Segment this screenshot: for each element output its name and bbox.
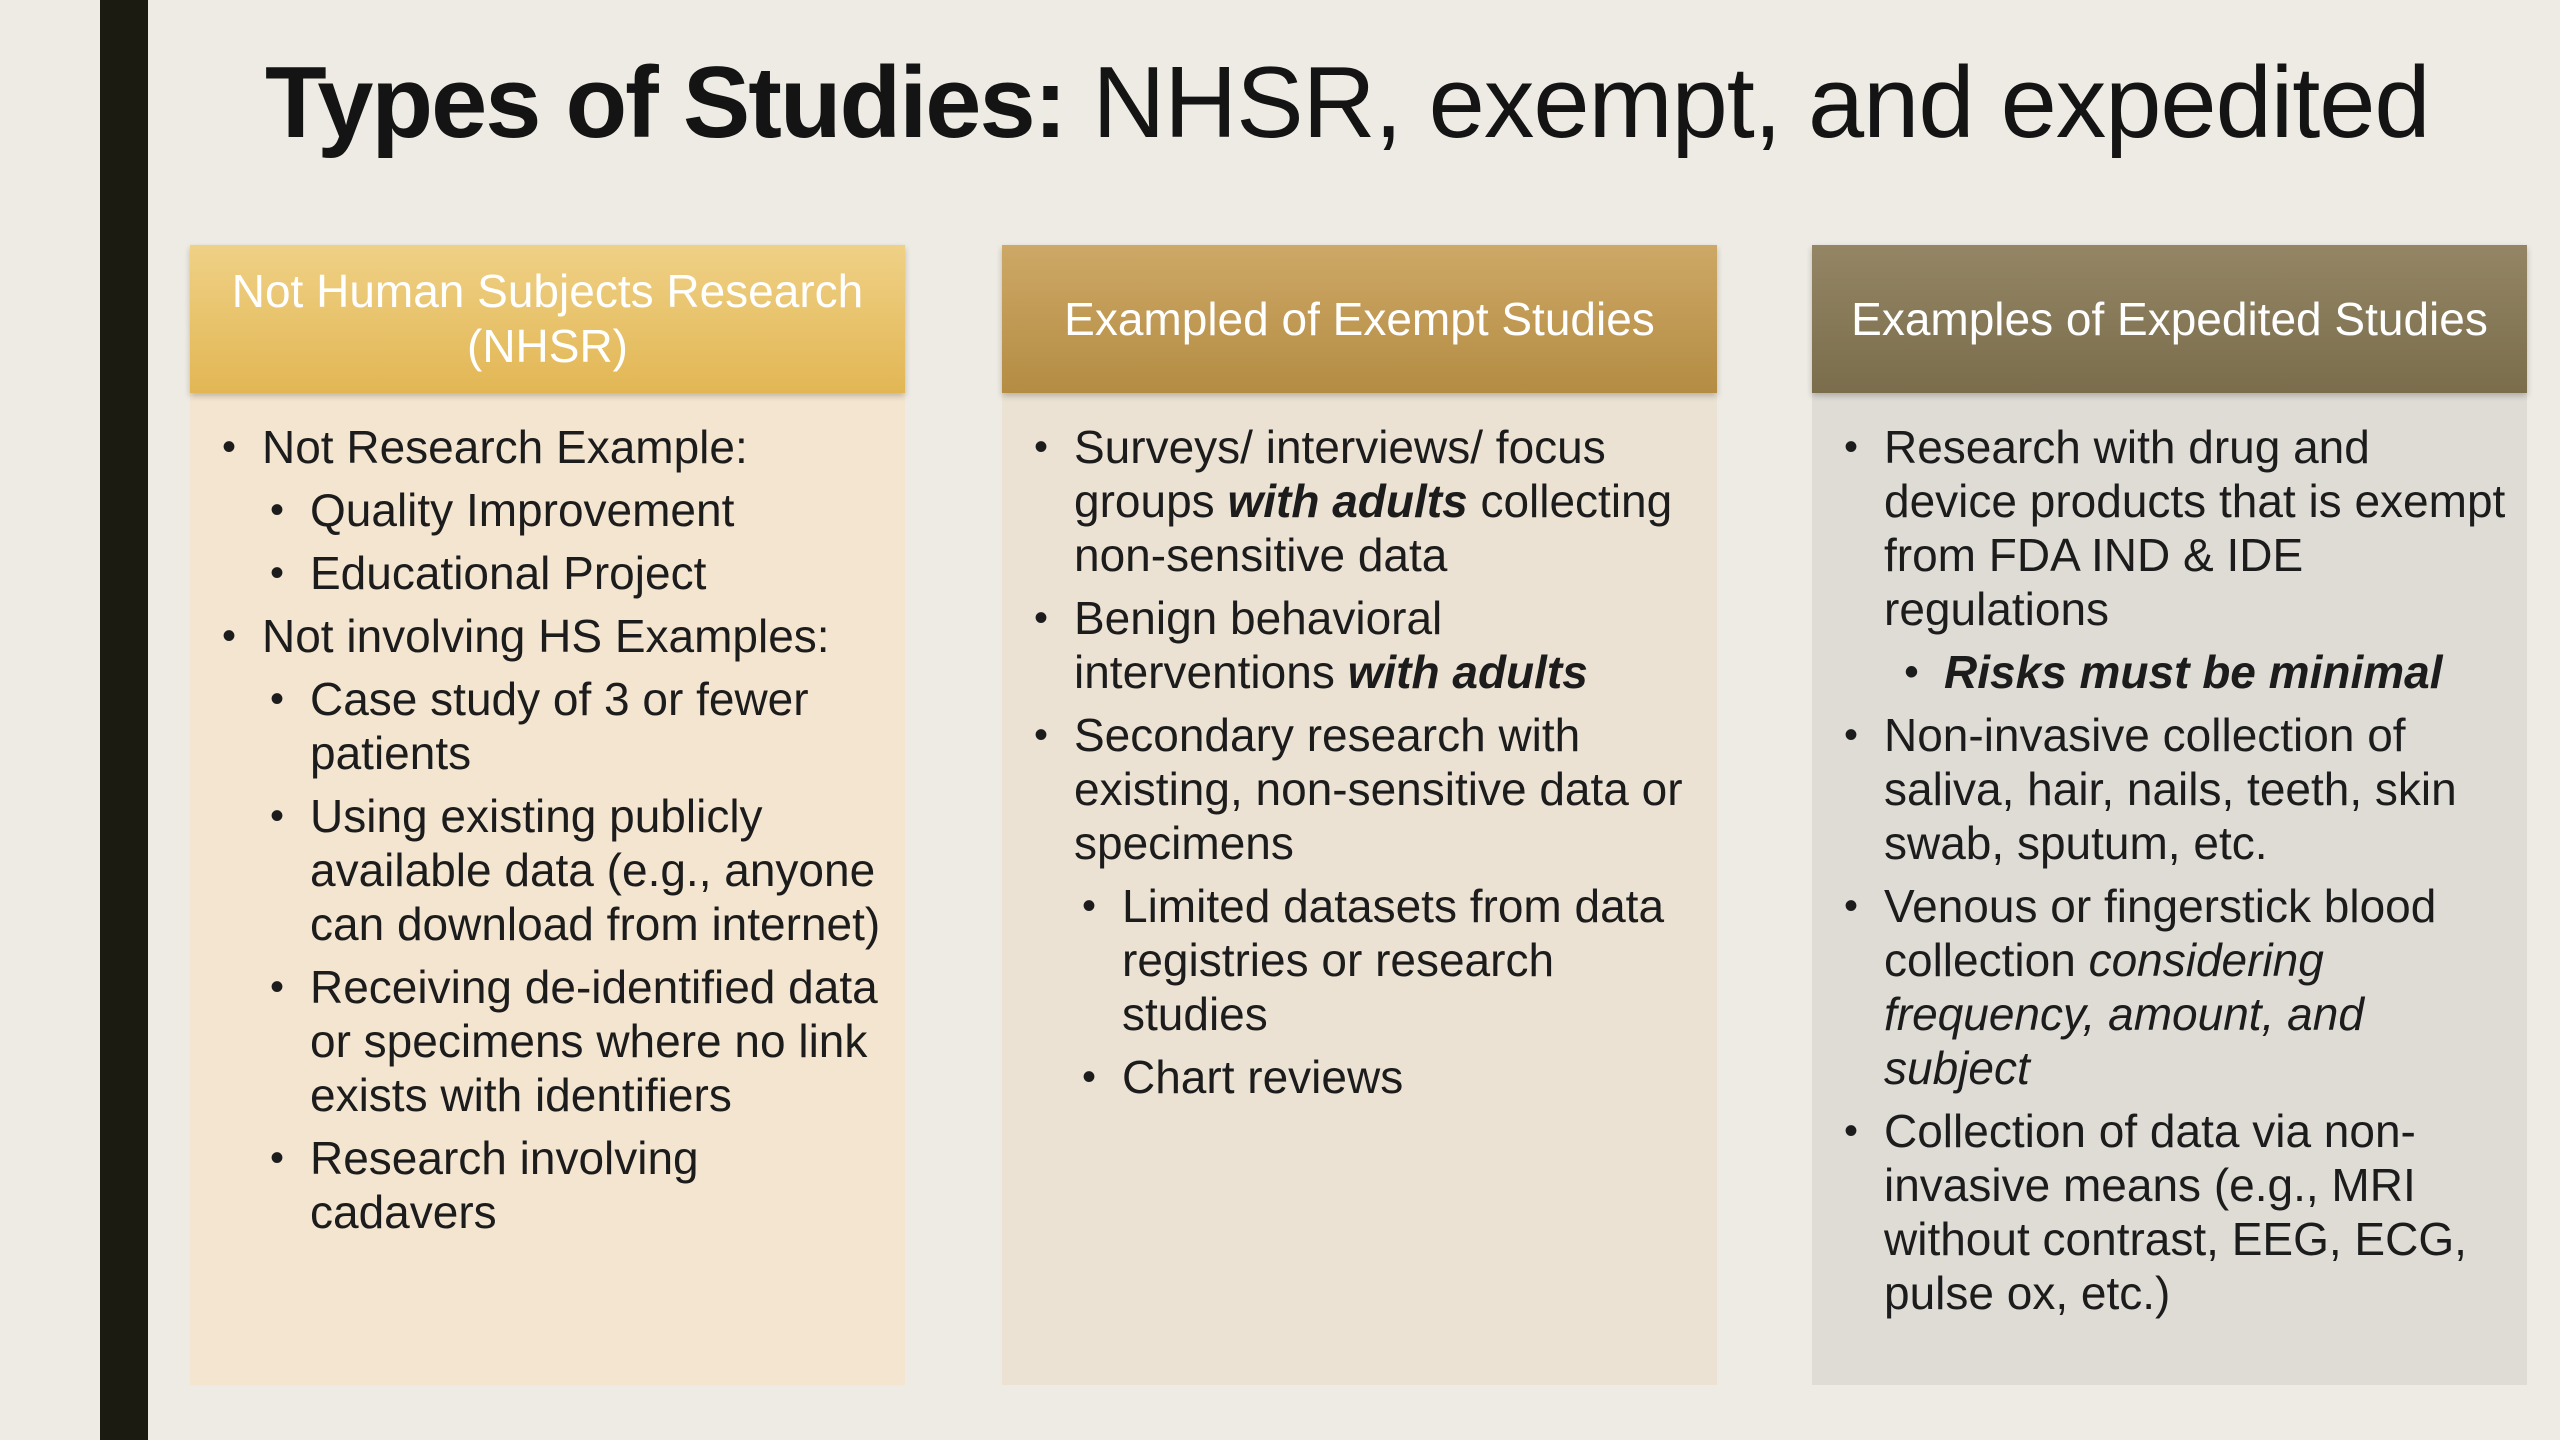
column-header-expedited: Examples of Expedited Studies — [1812, 245, 2527, 393]
list-item — [1034, 591, 1697, 699]
list-item: • Collection of data via non-invasive means (e.g., MRI without contrast, EEG, ECG, pulse ox, etc.) — [1844, 1104, 2507, 1320]
list-item: • Educational Project — [222, 546, 885, 600]
column-exempt — [1002, 245, 1717, 1385]
column-expedited — [1812, 245, 2527, 1385]
list-item — [1034, 420, 1697, 582]
list-item: • Limited datasets from data registries or research studies — [1034, 879, 1697, 1041]
list-item: • Research with drug and device products that is exempt from FDA IND & IDE regulations — [1844, 420, 2507, 636]
list-item-text: Benign behavioral interventions — [1074, 592, 1443, 698]
expedited-list — [1844, 420, 2507, 1320]
slide-title-bold: Types of Studies: — [265, 47, 1066, 159]
list-item: • Non-invasive collection of saliva, hair, nails, teeth, skin swab, sputum, etc. — [1844, 708, 2507, 870]
list-item: • Using existing publicly available data (e.g., anyone can download from internet) — [222, 789, 885, 951]
list-item: • Chart reviews — [1034, 1050, 1697, 1104]
accent-bar — [100, 0, 148, 1440]
column-header-nhsr: Not Human Subjects Research (NHSR) — [190, 245, 905, 393]
list-item: • Not Research Example: — [222, 420, 885, 474]
list-item-emphasis: considering frequency, amount, and subject — [1884, 934, 2364, 1094]
slide-title-rest: NHSR, exempt, and expedited — [1065, 47, 2430, 159]
slide-title — [265, 38, 2515, 168]
list-item: • Quality Improvement — [222, 483, 885, 537]
column-body-exempt — [1002, 393, 1717, 1385]
list-item-text: collecting non-sensitive data — [1074, 475, 1673, 581]
nhsr-list — [222, 420, 885, 1239]
column-nhsr — [190, 245, 905, 1385]
list-item: • Receiving de-identified data or specimens where no link exists with identifiers — [222, 960, 885, 1122]
column-header-exempt: Exampled of Exempt Studies — [1002, 245, 1717, 393]
list-item: • Not involving HS Examples: — [222, 609, 885, 663]
exempt-list — [1034, 420, 1697, 1104]
list-item: • Research involving cadavers — [222, 1131, 885, 1239]
list-item-text: Venous or fingerstick blood collection — [1884, 880, 2437, 986]
list-item-emphasis: with adults — [1227, 475, 1468, 527]
list-item: • Case study of 3 or fewer patients — [222, 672, 885, 780]
list-item-emphasis: with adults — [1347, 646, 1588, 698]
list-item — [1844, 879, 2507, 1095]
list-item: • Secondary research with existing, non-sensitive data or specimens — [1034, 708, 1697, 870]
list-item-text: Surveys/ interviews/ focus groups — [1074, 421, 1606, 527]
column-body-nhsr — [190, 393, 905, 1385]
column-body-expedited — [1812, 393, 2527, 1385]
list-item: • Risks must be minimal — [1844, 645, 2507, 699]
